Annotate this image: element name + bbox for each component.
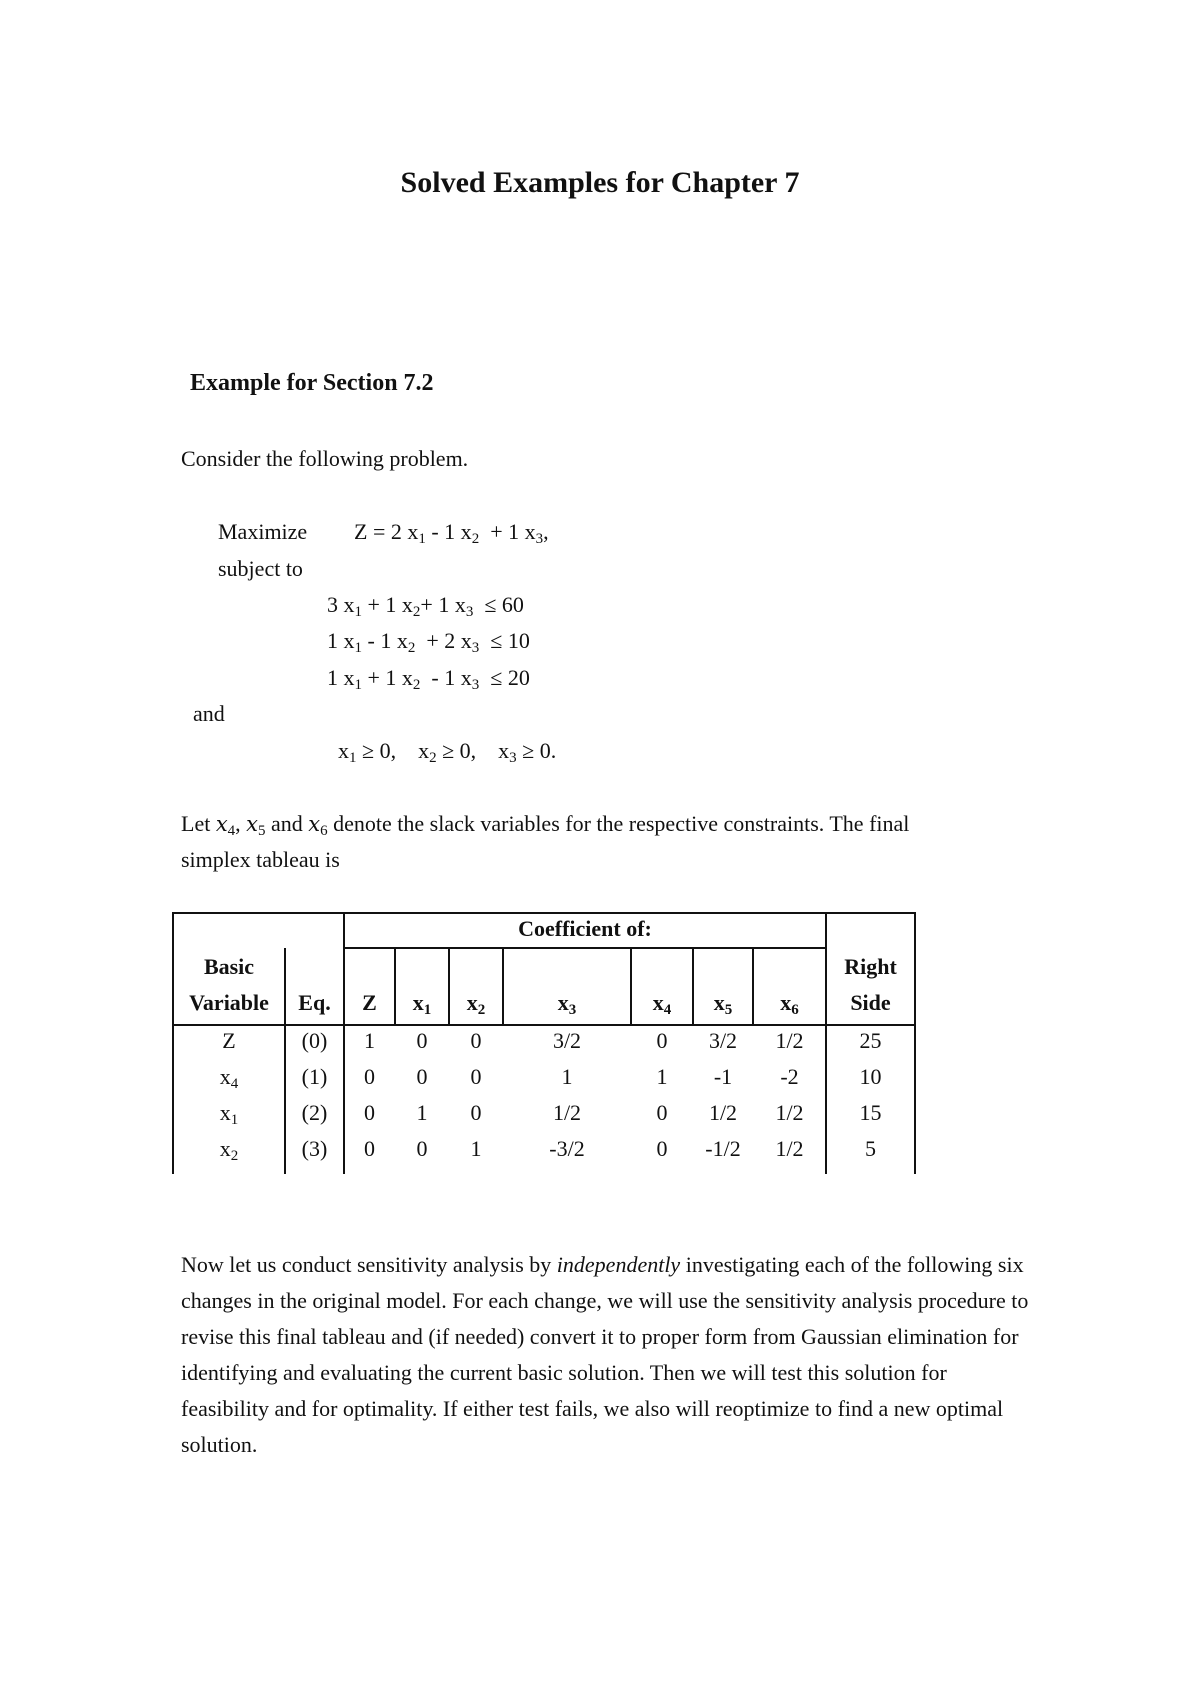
basic-var-cell: $x_4$ — [219, 1064, 239, 1092]
side-header: Side — [850, 990, 891, 1015]
col-z-header: Z — [362, 990, 377, 1015]
page-title: Solved Examples for Chapter 7 — [400, 166, 800, 199]
maximize-label: Maximize — [218, 519, 308, 544]
coefficient-cell: -2 — [780, 1064, 799, 1089]
coefficient-cell: 0 — [656, 1136, 668, 1161]
eq-cell: (3) — [301, 1136, 328, 1161]
objective-function: Z = 2 $x_1 - 1$ $x_2 + 1$ $x_3$, — [354, 519, 549, 547]
right-header: Right — [844, 954, 897, 979]
coefficient-cell: 3/2 — [708, 1028, 738, 1053]
coefficient-cell: 0 — [470, 1028, 482, 1053]
coefficient-cell: 0 — [416, 1028, 428, 1053]
basic-var-cell: Z — [222, 1028, 236, 1053]
coefficient-cell: 1 — [561, 1064, 573, 1089]
coefficient-cell: 0 — [656, 1028, 668, 1053]
right-side-cell: 15 — [859, 1100, 882, 1125]
coefficient-cell: 0 — [364, 1064, 375, 1089]
coefficient-cell: 3/2 — [552, 1028, 582, 1053]
coefficient-cell: 1 — [656, 1064, 668, 1089]
analysis-paragraph: Now let us conduct sensitivity analysis by independently investigating each of the following six changes in the original model. For each change, we will use the sensitivity analysis procedure to revise this final tableau and (if needed) convert it to proper form from Gaussian elimination for identifying and evaluating the current basic solution. Then we will test this solution for feasibility and for optimality. If either test fails, we also will reoptimize to find a new optimal solution. — [181, 1252, 1029, 1457]
col-x2-header: $x_2$ — [466, 990, 486, 1018]
right-side-cell: 25 — [859, 1028, 882, 1053]
eq-header: Eq. — [298, 990, 331, 1015]
and-label: and — [193, 701, 225, 726]
coefficient-cell: 0 — [656, 1100, 668, 1125]
coefficient-cell: 0 — [416, 1064, 428, 1089]
constraint-3: 1 $x_1 + 1$ $x_2 - 1$ $x_3 \le 20$ — [327, 665, 530, 693]
variable-header: Variable — [189, 990, 269, 1015]
coefficient-cell: 0 — [364, 1136, 375, 1161]
col-x5-header: $x_5$ — [713, 990, 733, 1018]
basic-header: Basic — [203, 954, 255, 979]
coefficient-cell: 1/2 — [775, 1136, 804, 1161]
col-x3-header: $x_3$ — [557, 990, 577, 1018]
coefficient-cell: 1/2 — [708, 1100, 738, 1125]
right-side-cell: 5 — [865, 1136, 876, 1161]
tableau-intro: simplex tableau is — [181, 847, 340, 872]
eq-cell: (1) — [301, 1064, 328, 1089]
slack-variables-text: Let $x_4$, $x_5$ and $x_6$ denote the slack variables for the respective constraints. The final — [181, 811, 910, 839]
coefficient-cell: 1/2 — [775, 1100, 804, 1125]
coefficient-cell: 1/2 — [552, 1100, 582, 1125]
coefficient-cell: 1 — [416, 1100, 428, 1125]
coefficient-cell: 1 — [364, 1028, 375, 1053]
coefficient-cell: 1 — [470, 1136, 482, 1161]
coefficient-cell: -1/2 — [705, 1136, 741, 1161]
coefficient-cell: -1 — [713, 1064, 733, 1089]
eq-cell: (0) — [301, 1028, 328, 1053]
col-x6-header: $x_6$ — [780, 990, 799, 1018]
col-x4-header: $x_4$ — [652, 990, 672, 1018]
nonnegativity-constraints: $x_1 \ge 0$, $x_2 \ge 0$, $x_3 \ge 0$. — [338, 738, 557, 766]
coefficient-cell: 0 — [470, 1064, 482, 1089]
constraint-1: 3 $x_1 + 1$ $x_2+ 1$ $x_3 \le 60$ — [327, 592, 524, 620]
constraint-2: 1 $x_1 - 1$ $x_2 + 2$ $x_3 \le 10$ — [327, 628, 530, 656]
col-x1-header: $x_1$ — [412, 990, 432, 1018]
basic-var-cell: $x_2$ — [219, 1136, 239, 1164]
subject-to-label: subject to — [218, 556, 303, 581]
basic-var-cell: $x_1$ — [219, 1100, 239, 1128]
coefficient-cell: 0 — [364, 1100, 375, 1125]
coefficient-cell: -3/2 — [549, 1136, 585, 1161]
coefficient-cell: 1/2 — [775, 1028, 804, 1053]
coefficient-cell: 0 — [470, 1100, 482, 1125]
eq-cell: (2) — [301, 1100, 328, 1125]
section-heading: Example for Section 7.2 — [190, 370, 434, 396]
coefficient-of-header: Coefficient of: — [518, 916, 652, 941]
right-side-cell: 10 — [859, 1064, 882, 1089]
coefficient-cell: 0 — [416, 1136, 428, 1161]
intro-text: Consider the following problem. — [181, 446, 469, 471]
